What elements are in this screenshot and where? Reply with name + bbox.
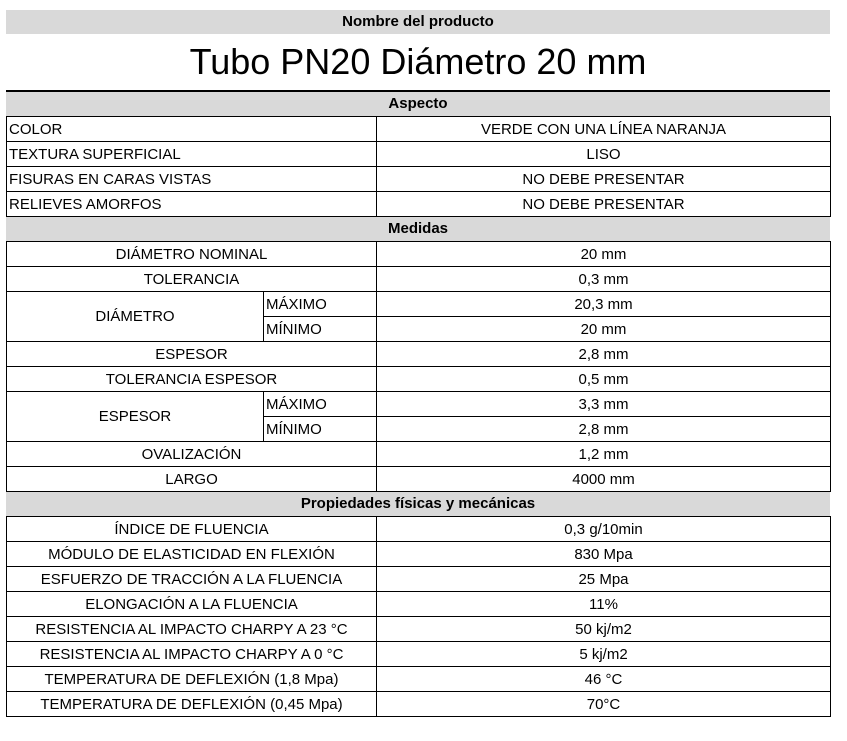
row-label: TEXTURA SUPERFICIAL: [7, 142, 377, 167]
table-row: [7, 142, 831, 167]
row-label: ÍNDICE DE FLUENCIA: [7, 517, 377, 542]
row-value: NO DEBE PRESENTAR: [377, 192, 831, 217]
row-value: 0,3 g/10min: [377, 517, 831, 542]
row-value: 70°C: [377, 692, 831, 717]
table-row: [7, 617, 831, 642]
row-value: 3,3 mm: [377, 392, 831, 417]
table-row: [7, 267, 831, 292]
row-value: 830 Mpa: [377, 542, 831, 567]
section-propiedades-header: Propiedades físicas y mecánicas: [6, 492, 830, 516]
row-value: 25 Mpa: [377, 567, 831, 592]
row-sublabel: MÍNIMO: [264, 417, 377, 442]
table-row: [7, 342, 831, 367]
row-value: LISO: [377, 142, 831, 167]
row-sublabel: MÁXIMO: [264, 292, 377, 317]
table-row: [7, 167, 831, 192]
row-label: TOLERANCIA: [7, 267, 377, 292]
row-label: DIÁMETRO NOMINAL: [7, 242, 377, 267]
row-label: LARGO: [7, 467, 377, 492]
product-title: Tubo PN20 Diámetro 20 mm: [6, 34, 830, 92]
table-row: [7, 567, 831, 592]
row-value: 4000 mm: [377, 467, 831, 492]
product-sheet: [6, 10, 830, 717]
table-row: [7, 667, 831, 692]
row-label: ESPESOR: [7, 342, 377, 367]
table-row: [7, 292, 831, 317]
table-row: [7, 242, 831, 267]
row-label: OVALIZACIÓN: [7, 442, 377, 467]
row-group-label: ESPESOR: [7, 392, 264, 442]
row-label: RESISTENCIA AL IMPACTO CHARPY A 23 °C: [7, 617, 377, 642]
row-label: FISURAS EN CARAS VISTAS: [7, 167, 377, 192]
row-group-label: DIÁMETRO: [7, 292, 264, 342]
table-row: [7, 692, 831, 717]
row-value: 20 mm: [377, 242, 831, 267]
row-label: MÓDULO DE ELASTICIDAD EN FLEXIÓN: [7, 542, 377, 567]
row-value: NO DEBE PRESENTAR: [377, 167, 831, 192]
table-row: [7, 642, 831, 667]
table-row: [7, 517, 831, 542]
table-row: [7, 117, 831, 142]
row-sublabel: MÍNIMO: [264, 317, 377, 342]
row-label: ELONGACIÓN A LA FLUENCIA: [7, 592, 377, 617]
section-aspecto-header: Aspecto: [6, 92, 830, 116]
row-label: TEMPERATURA DE DEFLEXIÓN (1,8 Mpa): [7, 667, 377, 692]
row-value: VERDE CON UNA LÍNEA NARANJA: [377, 117, 831, 142]
row-value: 46 °C: [377, 667, 831, 692]
row-value: 2,8 mm: [377, 417, 831, 442]
row-value: 20,3 mm: [377, 292, 831, 317]
row-value: 20 mm: [377, 317, 831, 342]
table-row: [7, 467, 831, 492]
aspecto-table: [6, 116, 831, 217]
row-value: 0,5 mm: [377, 367, 831, 392]
row-label: TEMPERATURA DE DEFLEXIÓN (0,45 Mpa): [7, 692, 377, 717]
row-sublabel: MÁXIMO: [264, 392, 377, 417]
row-label: RESISTENCIA AL IMPACTO CHARPY A 0 °C: [7, 642, 377, 667]
row-value: 50 kj/m2: [377, 617, 831, 642]
row-value: 0,3 mm: [377, 267, 831, 292]
propiedades-table: [6, 516, 831, 717]
table-row: [7, 592, 831, 617]
table-row: [7, 442, 831, 467]
table-row: [7, 192, 831, 217]
row-label: RELIEVES AMORFOS: [7, 192, 377, 217]
row-label: TOLERANCIA ESPESOR: [7, 367, 377, 392]
table-row: [7, 392, 831, 417]
row-label: ESFUERZO DE TRACCIÓN A LA FLUENCIA: [7, 567, 377, 592]
medidas-table: [6, 241, 831, 492]
row-value: 5 kj/m2: [377, 642, 831, 667]
product-name-header: Nombre del producto: [6, 10, 830, 34]
table-row: [7, 542, 831, 567]
section-medidas-header: Medidas: [6, 217, 830, 241]
row-value: 1,2 mm: [377, 442, 831, 467]
row-value: 2,8 mm: [377, 342, 831, 367]
row-label: COLOR: [7, 117, 377, 142]
row-value: 11%: [377, 592, 831, 617]
table-row: [7, 367, 831, 392]
